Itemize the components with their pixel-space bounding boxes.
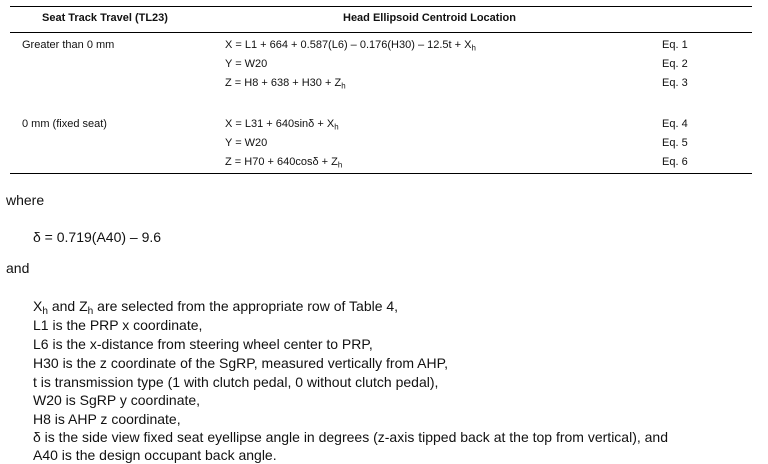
- equation-4: $X = L31 + 640\sin\delta + X_h$: [225, 118, 339, 132]
- equation-5: Y = W20: [225, 137, 268, 149]
- definition-a40: A40 is the design occupant back angle.: [33, 447, 277, 463]
- eq-number-2: Eq. 2: [662, 58, 688, 70]
- equation-2: Y = W20: [225, 58, 268, 70]
- equation-1: $X = L1 + 664 + 0.587(L6) - 0.176(H30) - 12.5t + X_h$: [225, 39, 476, 53]
- and-label: and: [6, 260, 30, 276]
- eq-number-6: Eq. 6: [662, 156, 688, 168]
- definition-delta: δ is the side view fixed seat eyellipse angle in degrees (z-axis tipped back at the top from vertical), and: [33, 429, 669, 445]
- definition-h8: H8 is AHP z coordinate,: [33, 411, 181, 427]
- table-bottom-rule: [10, 173, 752, 174]
- condition-greater-than-zero: Greater than 0 mm: [22, 39, 115, 51]
- definition-t: t is transmission type (1 with clutch pedal, 0 without clutch pedal),: [33, 374, 439, 390]
- definition-h30: H30 is the z coordinate of the SgRP, measured vertically from AHP,: [33, 355, 449, 371]
- header-rule: [10, 32, 752, 33]
- table-top-rule: [10, 6, 752, 7]
- delta-equation: δ = 0.719(A40) – 9.6: [33, 229, 162, 245]
- definition-xh-zh: $X_h$ and $Z_h$ are selected from the appropriate row of Table 4,: [33, 298, 399, 318]
- eq-number-4: Eq. 4: [662, 118, 688, 130]
- condition-fixed-seat: 0 mm (fixed seat): [22, 118, 107, 130]
- eq-number-3: Eq. 3: [662, 77, 688, 89]
- header-head-ellipsoid-centroid: Head Ellipsoid Centroid Location: [343, 12, 516, 24]
- definition-l1: L1 is the PRP x coordinate,: [33, 317, 203, 333]
- eq-number-5: Eq. 5: [662, 137, 688, 149]
- definition-l6: L6 is the x-distance from steering wheel center to PRP,: [33, 336, 373, 352]
- where-label: where: [6, 192, 45, 208]
- eq-number-1: Eq. 1: [662, 39, 688, 51]
- equation-3: $Z = H8 + 638 + H30 + Z_h$: [225, 77, 346, 91]
- header-seat-track-travel: Seat Track Travel (TL23): [42, 12, 168, 24]
- equation-6: $Z = H70 + 640\cos\delta + Z_h$: [225, 156, 343, 170]
- definition-w20: W20 is SgRP y coordinate,: [33, 392, 201, 408]
